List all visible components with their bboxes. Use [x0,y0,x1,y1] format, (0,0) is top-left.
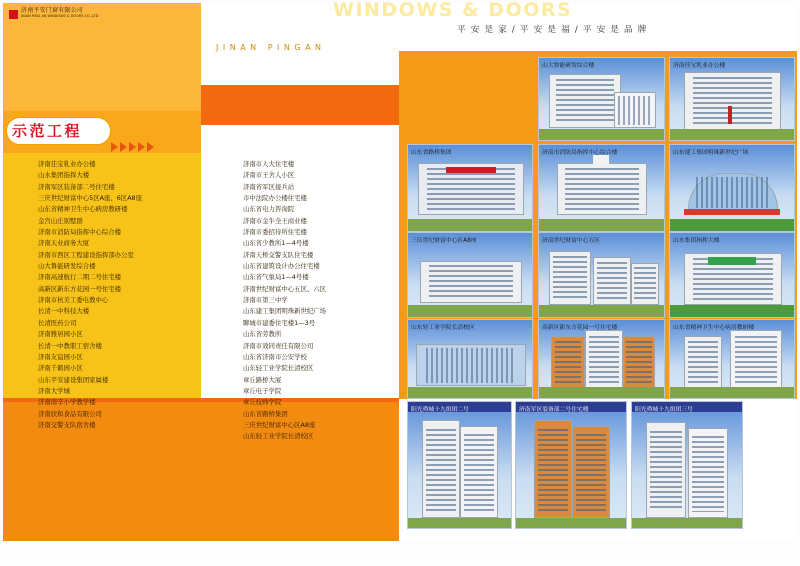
project-photo [407,232,533,318]
right-page [333,0,797,541]
list-item: 长清医药公司 [38,318,77,327]
photo-caption: 山东建工集团明珠新世纪广场 [673,150,749,156]
photo-caption: 山东轻工业学院长清校区 [411,325,475,331]
project-photo [631,401,743,529]
photo-caption: 济南军区装备部二号住宅楼 [519,407,589,413]
list-item: 济南大学城 [38,386,70,395]
photo-caption: 济南市消防局指挥中心综合楼 [542,150,618,156]
project-photo [669,57,795,141]
project-photo [538,57,665,141]
list-item: 济南千鹤园小区 [38,364,83,373]
project-list-col1 [38,159,142,431]
list-item: 济南佳宝乳业办公楼 [38,160,96,168]
photo-caption: 山水集团指挥大楼 [673,238,720,244]
list-item: 山东省电力咨询院 [243,205,295,214]
list-item: 济南市效同责任有限公司 [243,341,314,350]
company-name-en: JINAN PING AN WINDOWS & DOORS CO.,LTD [21,14,99,18]
watermark-text: WINDOWS & DOORS [333,0,573,21]
list-item: 长清一中教职工宿舍楼 [38,341,102,350]
list-item: 济南雅居园小区 [38,330,83,339]
list-item: 金宫山庄别墅群 [38,216,83,225]
chevron-arrows-icon [111,142,154,152]
list-item: 章丘技师学院 [243,398,282,407]
left-orange-strip [201,85,399,125]
photo-caption: 山大鲁能研发综合楼 [542,63,595,69]
photo-caption: 阳光舜城十九组团二号 [411,407,469,413]
list-item: 济南天业商务大厦 [38,239,90,248]
photo-caption: 济南世纪财富中心五区 [542,238,600,244]
project-photo [407,144,533,232]
list-item: 济南军区装备部二号住宅楼 [38,182,115,191]
photo-caption: 高新区新东方花园一号住宅楼 [542,325,618,331]
list-item: 济南天桥交警支队住宅楼 [243,250,314,259]
project-photo [407,319,533,399]
list-item: 济南市金牛全王商业楼 [243,216,307,225]
project-photo [669,319,795,399]
list-item: 市中法院办公楼住宅楼 [243,194,307,203]
company-logo-icon [9,10,18,19]
photo-caption: 阳光舜城十九组团三号 [635,407,693,413]
list-item: 济南市委招待所住宅楼 [243,228,307,237]
list-item: 山东省少教所1—4号楼 [243,239,309,248]
project-photo [515,401,627,529]
company-name: 济南平安门窗有限公司 [21,7,84,14]
list-item: 聊城市建委住宅楼1—3号 [243,318,316,327]
list-item: 长清一中科技大楼 [38,307,90,316]
project-photo [538,319,665,399]
list-item: 济南市杭美工委电教中心 [38,296,109,305]
list-item: 三庆世纪财富中心区A8座 [243,420,316,429]
section-title: 示范工程 [12,122,83,140]
list-item: 山大鲁能研发综合楼 [38,262,96,271]
list-item: 高新区新东方花园一号住宅楼 [38,284,122,293]
list-item: 山东建工集团明珠新世纪广场 [243,307,327,316]
list-item: 济南高速航行二期二号住宅楼 [38,273,122,282]
list-item: 济南交警支队宿舍楼 [38,420,96,429]
brand-title: JINAN PINGAN [216,43,326,52]
list-item: 山东省劳教所 [243,330,282,339]
left-page [3,3,399,541]
project-photo [669,144,795,232]
list-item: 章丘电子学院 [243,386,282,395]
list-item: 山水集团指挥大楼 [38,171,90,180]
list-item: 济南南辛小学教学楼 [38,398,96,407]
list-item: 济南市消防局指挥中心综合楼 [38,228,122,237]
photo-caption: 山东省路桥集团 [411,150,452,156]
project-list-col2 [243,159,326,443]
list-item: 山东省路桥集团 [243,409,288,418]
list-item: 山东平安建设集团家属楼 [38,375,109,384]
list-item: 三庆世纪财富中心5区A座、6区A8座 [38,194,143,203]
photo-caption: 山东省精神卫生中心病房教研楼 [673,325,755,331]
list-item: 山东省济南市公安学校 [243,352,307,361]
list-item: 山东省精神卫生中心病房教研楼 [38,205,128,214]
list-item: 章丘路桥大厦 [243,375,282,384]
project-photo [669,232,795,318]
list-item: 山东轻工业学院长清校区 [243,432,314,441]
list-item: 济南省军区接兵站 [243,182,295,191]
project-photo [538,232,665,318]
project-photo [407,401,512,529]
list-item: 山东轻工业学院长清校区 [243,364,314,373]
list-item: 济南世纪财富中心五区、六区 [243,284,327,293]
list-item: 济南友谊园小区 [38,352,83,361]
list-item: 济南市第三中学 [243,296,288,305]
slogan: 平 安 是 家 / 平 安 是 福 / 平 安 是 品 牌 [457,25,648,35]
photo-caption: 三庆世纪财富中心区A8座 [411,238,477,244]
list-item: 济南市人大住宅楼 [243,160,295,168]
list-item: 济南市王舍人小区 [243,171,295,180]
list-item: 山东省建筑设计办公住宅楼 [243,262,320,271]
left-top-panel [3,3,201,111]
list-item: 济南市西区工程建设指挥部办公室 [38,250,134,259]
photo-caption: 济南佳宝乳业办公楼 [673,63,726,69]
list-item: 山东省气象局1—4号楼 [243,273,309,282]
project-photo [538,144,665,232]
list-item: 济南欣和食品有限公司 [38,409,102,418]
